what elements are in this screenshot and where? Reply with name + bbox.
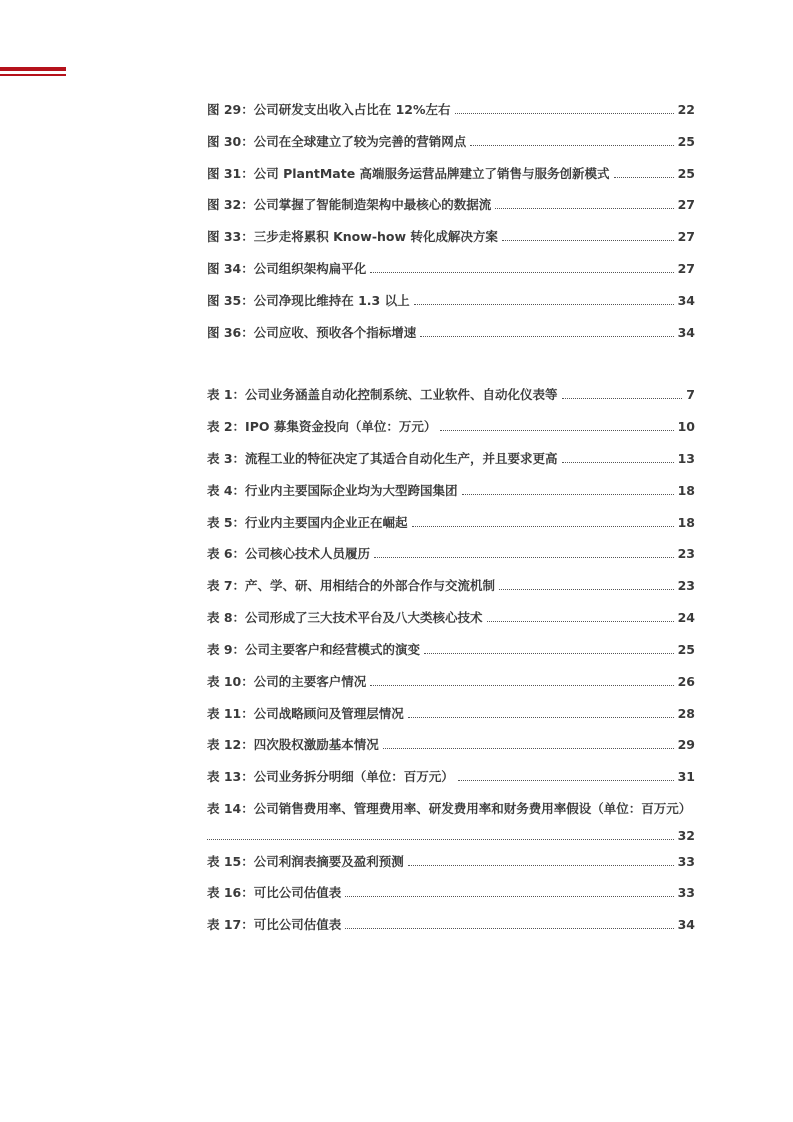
toc-entry-page: 34: [677, 917, 695, 932]
toc-entry-figure-32[interactable]: [207, 193, 695, 213]
toc-leader-dots: [562, 397, 683, 399]
toc-entry-table-10[interactable]: [207, 670, 695, 690]
toc-entry-label: 表 17：可比公司估值表: [207, 917, 342, 932]
header-accent-bar-thin: [0, 74, 66, 76]
toc-entry-figure-33[interactable]: [207, 225, 695, 245]
toc-entry-page: 25: [677, 642, 695, 657]
toc-leader-dots: [470, 144, 673, 146]
toc-leader-dots: [412, 525, 674, 527]
toc-entry-label: 表 2：IPO 募集资金投向（单位：万元）: [207, 419, 437, 434]
toc-leader-dots: [424, 652, 674, 654]
toc-entry-label: 表 12：四次股权激励基本情况: [207, 737, 379, 752]
toc-entry-page: 13: [677, 451, 695, 466]
toc-leader-dots: [374, 556, 674, 558]
toc-entry-table-4[interactable]: [207, 479, 695, 499]
toc-entry-page: 34: [677, 293, 695, 308]
toc-entry-page: 28: [677, 706, 695, 721]
toc-leader-dots: [345, 895, 673, 897]
toc-entry-label: 图 31：公司 PlantMate 高端服务运营品牌建立了销售与服务创新模式: [207, 166, 610, 181]
toc-leader-dots: [562, 461, 674, 463]
toc-leader-dots: [383, 747, 674, 749]
header-accent-bar: [0, 67, 66, 71]
toc-entry-page: 26: [677, 674, 695, 689]
toc-entry-label: 表 8：公司形成了三大技术平台及八大类核心技术: [207, 610, 483, 625]
toc-entry-table-6[interactable]: [207, 542, 695, 562]
toc-entry-page: 25: [677, 134, 695, 149]
toc-entry-table-2[interactable]: [207, 415, 695, 435]
toc-entry-page: 27: [677, 197, 695, 212]
toc-leader-dots: [614, 176, 674, 178]
toc-entry-label: 图 34：公司组织架构扁平化: [207, 261, 367, 276]
toc-entry-table-11[interactable]: [207, 702, 695, 722]
toc-entry-figure-29[interactable]: [207, 98, 695, 118]
toc-leader-dots: [370, 684, 673, 686]
toc-leader-dots: [462, 493, 674, 495]
toc-entry-page: 24: [677, 610, 695, 625]
toc-entry-page: 33: [677, 854, 695, 869]
toc-entry-label: 图 29：公司研发支出收入占比在 12%左右: [207, 102, 451, 117]
toc-entry-page: 18: [677, 483, 695, 498]
toc-leader-dots: [487, 620, 674, 622]
toc-entry-page: 7: [686, 387, 695, 402]
toc-entry-table-7[interactable]: [207, 574, 695, 594]
toc-entry-figure-36[interactable]: [207, 321, 695, 341]
toc-entry-label: 表 10：公司的主要客户情况: [207, 674, 367, 689]
toc-entry-label: 图 30：公司在全球建立了较为完善的营销网点: [207, 134, 467, 149]
toc-entry-label: 图 33：三步走将累积 Know-how 转化成解决方案: [207, 229, 498, 244]
toc-entry-label: 表 14：公司销售费用率、管理费用率、研发费用率和财务费用率假设（单位：百万元）: [207, 801, 692, 816]
toc-leader-dots: [408, 864, 674, 866]
toc-leader-dots: [370, 271, 673, 273]
toc-entry-page: 33: [677, 885, 695, 900]
toc-entry-figure-31[interactable]: [207, 162, 695, 182]
toc-entry-figure-35[interactable]: [207, 289, 695, 309]
toc-leader-dots: [455, 112, 674, 114]
toc-entry-label: 表 15：公司利润表摘要及盈利预测: [207, 854, 404, 869]
toc-leader-dots: [458, 779, 674, 781]
toc-entry-page: 18: [677, 515, 695, 530]
toc-entry-label: 图 36：公司应收、预收各个指标增速: [207, 325, 417, 340]
toc-leader-dots: [414, 303, 674, 305]
toc-entry-table-12[interactable]: [207, 733, 695, 753]
toc-entry-table-1[interactable]: [207, 383, 695, 403]
toc-entry-table-3[interactable]: [207, 447, 695, 467]
toc-entry-label: 表 4：行业内主要国际企业均为大型跨国集团: [207, 483, 458, 498]
toc-entry-page: 23: [677, 578, 695, 593]
toc-entry-table-8[interactable]: [207, 606, 695, 626]
toc-entry-page: 27: [677, 229, 695, 244]
toc-entry-label: 表 9：公司主要客户和经营模式的演变: [207, 642, 421, 657]
toc-entry-page: 27: [677, 261, 695, 276]
toc-entry-figure-34[interactable]: [207, 257, 695, 277]
toc-entry-figure-30[interactable]: [207, 130, 695, 150]
toc-leader-dots: [440, 429, 673, 431]
toc-leader-dots: [420, 335, 673, 337]
toc-entry-page: 23: [677, 546, 695, 561]
toc-entry-label: 表 13：公司业务拆分明细（单位：百万元）: [207, 769, 454, 784]
toc-entry-label: 表 7：产、学、研、用相结合的外部合作与交流机制: [207, 578, 496, 593]
toc-leader-dots: [408, 716, 674, 718]
toc-entry-label: 图 32：公司掌握了智能制造架构中最核心的数据流: [207, 197, 492, 212]
toc-leader-dots: [207, 838, 674, 840]
toc-entry-page: 32: [677, 828, 695, 843]
toc-entry-table-15[interactable]: [207, 850, 695, 870]
toc-entry-table-17[interactable]: [207, 913, 695, 933]
toc-entry-label: 表 16：可比公司估值表: [207, 885, 342, 900]
toc-leader-dots: [495, 207, 673, 209]
toc-entry-label: 表 1：公司业务涵盖自动化控制系统、工业软件、自动化仪表等: [207, 387, 558, 402]
toc-leader-dots: [345, 927, 673, 929]
toc-entry-label: 表 6：公司核心技术人员履历: [207, 546, 371, 561]
toc-entry-label: 表 11：公司战略顾问及管理层情况: [207, 706, 404, 721]
toc-leader-dots: [502, 239, 674, 241]
toc-entry-label: 表 3：流程工业的特征决定了其适合自动化生产，并且要求更高: [207, 451, 558, 466]
toc-leader-dots: [499, 588, 674, 590]
toc-entry-page: 31: [677, 769, 695, 784]
toc-entry-label: 图 35：公司净现比维持在 1.3 以上: [207, 293, 410, 308]
toc-entry-table-13[interactable]: [207, 765, 695, 785]
toc-entry-label: 表 5：行业内主要国内企业正在崛起: [207, 515, 408, 530]
toc-entry-page: 34: [677, 325, 695, 340]
toc-entry-table-5[interactable]: [207, 511, 695, 531]
toc-entry-table-9[interactable]: [207, 638, 695, 658]
toc-entry-page: 29: [677, 737, 695, 752]
toc-entry-table-16[interactable]: [207, 881, 695, 901]
toc-entry-page: 22: [677, 102, 695, 117]
toc-entry-page: 10: [677, 419, 695, 434]
toc-entry-table-14[interactable]: [207, 797, 695, 844]
toc-entry-page: 25: [677, 166, 695, 181]
